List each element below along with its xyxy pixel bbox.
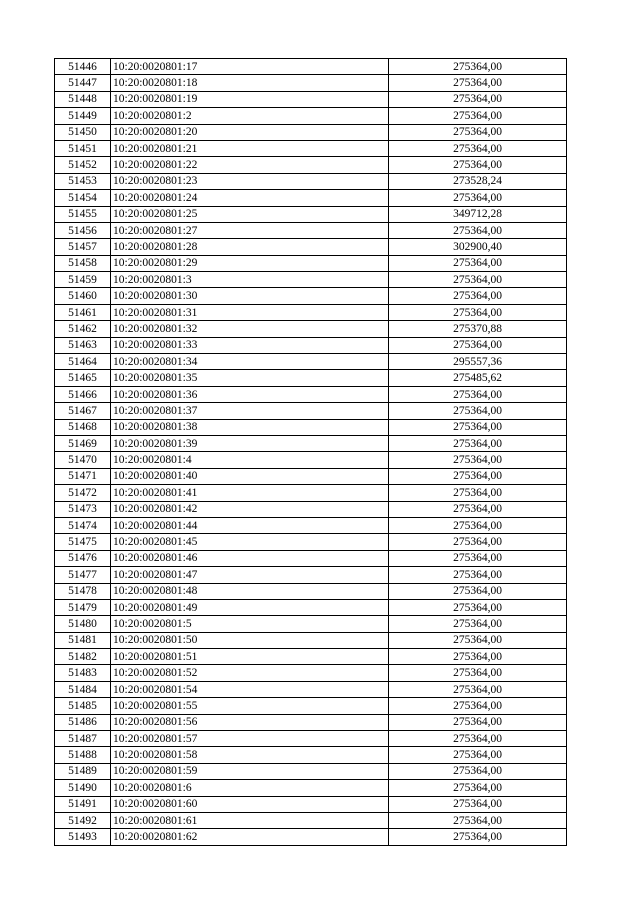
row-number-cell: 51491: [55, 796, 111, 812]
cadastral-value-cell: 275364,00: [389, 780, 567, 796]
cadastral-value-cell: 275364,00: [389, 485, 567, 501]
table-row: [55, 534, 567, 550]
cadastral-value-cell: 275364,00: [389, 731, 567, 747]
row-number-cell: 51493: [55, 829, 111, 845]
cadastral-number-cell: 10:20:0020801:3: [111, 272, 389, 288]
table-row: [55, 731, 567, 747]
row-number-cell: 51467: [55, 403, 111, 419]
cadastral-value-cell: 295557,36: [389, 354, 567, 370]
table-row: [55, 632, 567, 648]
cadastral-number-cell: 10:20:0020801:62: [111, 829, 389, 845]
cadastral-value-cell: 275364,00: [389, 304, 567, 320]
table-row: [55, 812, 567, 828]
cadastral-number-cell: 10:20:0020801:40: [111, 468, 389, 484]
cadastral-number-cell: 10:20:0020801:56: [111, 714, 389, 730]
table-row: [55, 780, 567, 796]
cadastral-number-cell: 10:20:0020801:49: [111, 599, 389, 615]
cadastral-value-cell: 302900,40: [389, 239, 567, 255]
cadastral-number-cell: 10:20:0020801:24: [111, 190, 389, 206]
row-number-cell: 51451: [55, 140, 111, 156]
cadastral-number-cell: 10:20:0020801:58: [111, 747, 389, 763]
table-row: [55, 255, 567, 271]
cadastral-number-cell: 10:20:0020801:37: [111, 403, 389, 419]
cadastral-number-cell: 10:20:0020801:54: [111, 681, 389, 697]
table-row: [55, 681, 567, 697]
cadastral-value-cell: 275364,00: [389, 337, 567, 353]
table-row: [55, 796, 567, 812]
cadastral-number-cell: 10:20:0020801:48: [111, 583, 389, 599]
table-row: [55, 321, 567, 337]
cadastral-value-cell: 275370,88: [389, 321, 567, 337]
row-number-cell: 51492: [55, 812, 111, 828]
cadastral-value-cell: 275364,00: [389, 796, 567, 812]
table-row: [55, 75, 567, 91]
table-row: [55, 616, 567, 632]
cadastral-value-cell: 275364,00: [389, 599, 567, 615]
row-number-cell: 51470: [55, 452, 111, 468]
cadastral-number-cell: 10:20:0020801:38: [111, 419, 389, 435]
table-row: [55, 222, 567, 238]
cadastral-number-cell: 10:20:0020801:2: [111, 108, 389, 124]
table-row: [55, 157, 567, 173]
row-number-cell: 51466: [55, 386, 111, 402]
row-number-cell: 51490: [55, 780, 111, 796]
row-number-cell: 51487: [55, 731, 111, 747]
table-row: [55, 517, 567, 533]
cadastral-number-cell: 10:20:0020801:42: [111, 501, 389, 517]
table-row: [55, 272, 567, 288]
cadastral-value-cell: 275364,00: [389, 829, 567, 845]
cadastral-value-cell: 275364,00: [389, 386, 567, 402]
cadastral-value-cell: 275364,00: [389, 157, 567, 173]
row-number-cell: 51478: [55, 583, 111, 599]
cadastral-number-cell: 10:20:0020801:52: [111, 665, 389, 681]
table-row: [55, 501, 567, 517]
cadastral-number-cell: 10:20:0020801:19: [111, 91, 389, 107]
cadastral-value-cell: 273528,24: [389, 173, 567, 189]
table-row: [55, 304, 567, 320]
table-row: [55, 763, 567, 779]
cadastral-number-cell: 10:20:0020801:4: [111, 452, 389, 468]
cadastral-number-cell: 10:20:0020801:44: [111, 517, 389, 533]
cadastral-value-cell: 275364,00: [389, 108, 567, 124]
row-number-cell: 51472: [55, 485, 111, 501]
cadastral-value-cell: 275364,00: [389, 747, 567, 763]
row-number-cell: 51465: [55, 370, 111, 386]
cadastral-value-cell: 275364,00: [389, 452, 567, 468]
table-row: [55, 403, 567, 419]
cadastral-value-cell: 275364,00: [389, 812, 567, 828]
cadastral-number-cell: 10:20:0020801:29: [111, 255, 389, 271]
row-number-cell: 51484: [55, 681, 111, 697]
cadastral-value-cell: 275364,00: [389, 75, 567, 91]
cadastral-value-cell: 275364,00: [389, 140, 567, 156]
cadastral-number-cell: 10:20:0020801:33: [111, 337, 389, 353]
table-row: [55, 419, 567, 435]
row-number-cell: 51462: [55, 321, 111, 337]
table-row: [55, 337, 567, 353]
table-row: [55, 370, 567, 386]
table-row: [55, 91, 567, 107]
row-number-cell: 51454: [55, 190, 111, 206]
table-row: [55, 452, 567, 468]
cadastral-number-cell: 10:20:0020801:32: [111, 321, 389, 337]
cadastral-number-cell: 10:20:0020801:20: [111, 124, 389, 140]
row-number-cell: 51477: [55, 567, 111, 583]
cadastral-value-cell: 275364,00: [389, 419, 567, 435]
row-number-cell: 51474: [55, 517, 111, 533]
table-row: [55, 747, 567, 763]
row-number-cell: 51471: [55, 468, 111, 484]
cadastral-number-cell: 10:20:0020801:47: [111, 567, 389, 583]
row-number-cell: 51456: [55, 222, 111, 238]
table-row: [55, 435, 567, 451]
table-row: [55, 550, 567, 566]
cadastral-value-cell: 275364,00: [389, 763, 567, 779]
row-number-cell: 51486: [55, 714, 111, 730]
cadastral-value-cell: 275364,00: [389, 698, 567, 714]
row-number-cell: 51449: [55, 108, 111, 124]
cadastral-number-cell: 10:20:0020801:60: [111, 796, 389, 812]
cadastral-value-cell: 275364,00: [389, 468, 567, 484]
row-number-cell: 51455: [55, 206, 111, 222]
table-row: [55, 108, 567, 124]
cadastral-number-cell: 10:20:0020801:50: [111, 632, 389, 648]
cadastral-number-cell: 10:20:0020801:6: [111, 780, 389, 796]
cadastral-value-cell: 275364,00: [389, 632, 567, 648]
cadastral-number-cell: 10:20:0020801:46: [111, 550, 389, 566]
row-number-cell: 51483: [55, 665, 111, 681]
cadastral-number-cell: 10:20:0020801:21: [111, 140, 389, 156]
table-row: [55, 354, 567, 370]
table-row: [55, 206, 567, 222]
cadastral-number-cell: 10:20:0020801:59: [111, 763, 389, 779]
row-number-cell: 51485: [55, 698, 111, 714]
table-row: [55, 599, 567, 615]
table-row: [55, 288, 567, 304]
cadastral-number-cell: 10:20:0020801:5: [111, 616, 389, 632]
cadastral-value-cell: 275364,00: [389, 222, 567, 238]
cadastral-number-cell: 10:20:0020801:18: [111, 75, 389, 91]
row-number-cell: 51450: [55, 124, 111, 140]
row-number-cell: 51461: [55, 304, 111, 320]
cadastral-value-cell: 275364,00: [389, 91, 567, 107]
row-number-cell: 51459: [55, 272, 111, 288]
cadastral-number-cell: 10:20:0020801:34: [111, 354, 389, 370]
table-body: [55, 59, 567, 846]
row-number-cell: 51457: [55, 239, 111, 255]
row-number-cell: 51446: [55, 59, 111, 75]
table-row: [55, 173, 567, 189]
cadastral-value-cell: 275364,00: [389, 190, 567, 206]
table-row: [55, 829, 567, 845]
cadastral-value-cell: 275364,00: [389, 714, 567, 730]
cadastral-number-cell: 10:20:0020801:57: [111, 731, 389, 747]
table-row: [55, 239, 567, 255]
table-row: [55, 468, 567, 484]
row-number-cell: 51464: [55, 354, 111, 370]
row-number-cell: 51458: [55, 255, 111, 271]
table-row: [55, 698, 567, 714]
table-row: [55, 567, 567, 583]
cadastral-value-cell: 275364,00: [389, 435, 567, 451]
cadastral-value-cell: 275364,00: [389, 517, 567, 533]
table-row: [55, 583, 567, 599]
cadastral-value-cell: 275364,00: [389, 288, 567, 304]
cadastral-number-cell: 10:20:0020801:22: [111, 157, 389, 173]
cadastral-value-cell: 275364,00: [389, 665, 567, 681]
row-number-cell: 51475: [55, 534, 111, 550]
row-number-cell: 51448: [55, 91, 111, 107]
table-row: [55, 649, 567, 665]
cadastral-number-cell: 10:20:0020801:35: [111, 370, 389, 386]
cadastral-number-cell: 10:20:0020801:23: [111, 173, 389, 189]
cadastral-value-cell: 275364,00: [389, 583, 567, 599]
cadastral-value-cell: 275364,00: [389, 550, 567, 566]
cadastral-number-cell: 10:20:0020801:51: [111, 649, 389, 665]
row-number-cell: 51482: [55, 649, 111, 665]
row-number-cell: 51480: [55, 616, 111, 632]
cadastral-number-cell: 10:20:0020801:31: [111, 304, 389, 320]
cadastral-value-cell: 275364,00: [389, 616, 567, 632]
cadastral-number-cell: 10:20:0020801:17: [111, 59, 389, 75]
row-number-cell: 51488: [55, 747, 111, 763]
table-row: [55, 124, 567, 140]
cadastral-number-cell: 10:20:0020801:27: [111, 222, 389, 238]
cadastral-number-cell: 10:20:0020801:39: [111, 435, 389, 451]
cadastral-number-cell: 10:20:0020801:36: [111, 386, 389, 402]
cadastral-value-cell: 275364,00: [389, 124, 567, 140]
row-number-cell: 51469: [55, 435, 111, 451]
row-number-cell: 51489: [55, 763, 111, 779]
cadastral-number-cell: 10:20:0020801:55: [111, 698, 389, 714]
cadastral-number-cell: 10:20:0020801:25: [111, 206, 389, 222]
row-number-cell: 51452: [55, 157, 111, 173]
table-row: [55, 665, 567, 681]
cadastral-value-cell: 275364,00: [389, 649, 567, 665]
row-number-cell: 51463: [55, 337, 111, 353]
table-row: [55, 386, 567, 402]
cadastral-value-cell: 275364,00: [389, 501, 567, 517]
table-row: [55, 485, 567, 501]
cadastral-value-cell: 275364,00: [389, 403, 567, 419]
cadastral-value-cell: 275364,00: [389, 534, 567, 550]
cadastral-number-cell: 10:20:0020801:41: [111, 485, 389, 501]
cadastral-number-cell: 10:20:0020801:28: [111, 239, 389, 255]
row-number-cell: 51460: [55, 288, 111, 304]
cadastral-value-cell: 275364,00: [389, 272, 567, 288]
row-number-cell: 51468: [55, 419, 111, 435]
cadastral-number-cell: 10:20:0020801:45: [111, 534, 389, 550]
cadastral-value-cell: 275485,62: [389, 370, 567, 386]
cadastral-value-cell: 275364,00: [389, 59, 567, 75]
cadastral-number-cell: 10:20:0020801:61: [111, 812, 389, 828]
cadastral-value-cell: 275364,00: [389, 681, 567, 697]
row-number-cell: 51453: [55, 173, 111, 189]
row-number-cell: 51479: [55, 599, 111, 615]
cadastral-value-cell: 349712,28: [389, 206, 567, 222]
table-row: [55, 714, 567, 730]
row-number-cell: 51476: [55, 550, 111, 566]
table-row: [55, 190, 567, 206]
cadastral-value-table: [54, 58, 567, 846]
cadastral-value-cell: 275364,00: [389, 567, 567, 583]
table-row: [55, 140, 567, 156]
cadastral-number-cell: 10:20:0020801:30: [111, 288, 389, 304]
row-number-cell: 51447: [55, 75, 111, 91]
cadastral-value-cell: 275364,00: [389, 255, 567, 271]
row-number-cell: 51473: [55, 501, 111, 517]
table-row: [55, 59, 567, 75]
row-number-cell: 51481: [55, 632, 111, 648]
